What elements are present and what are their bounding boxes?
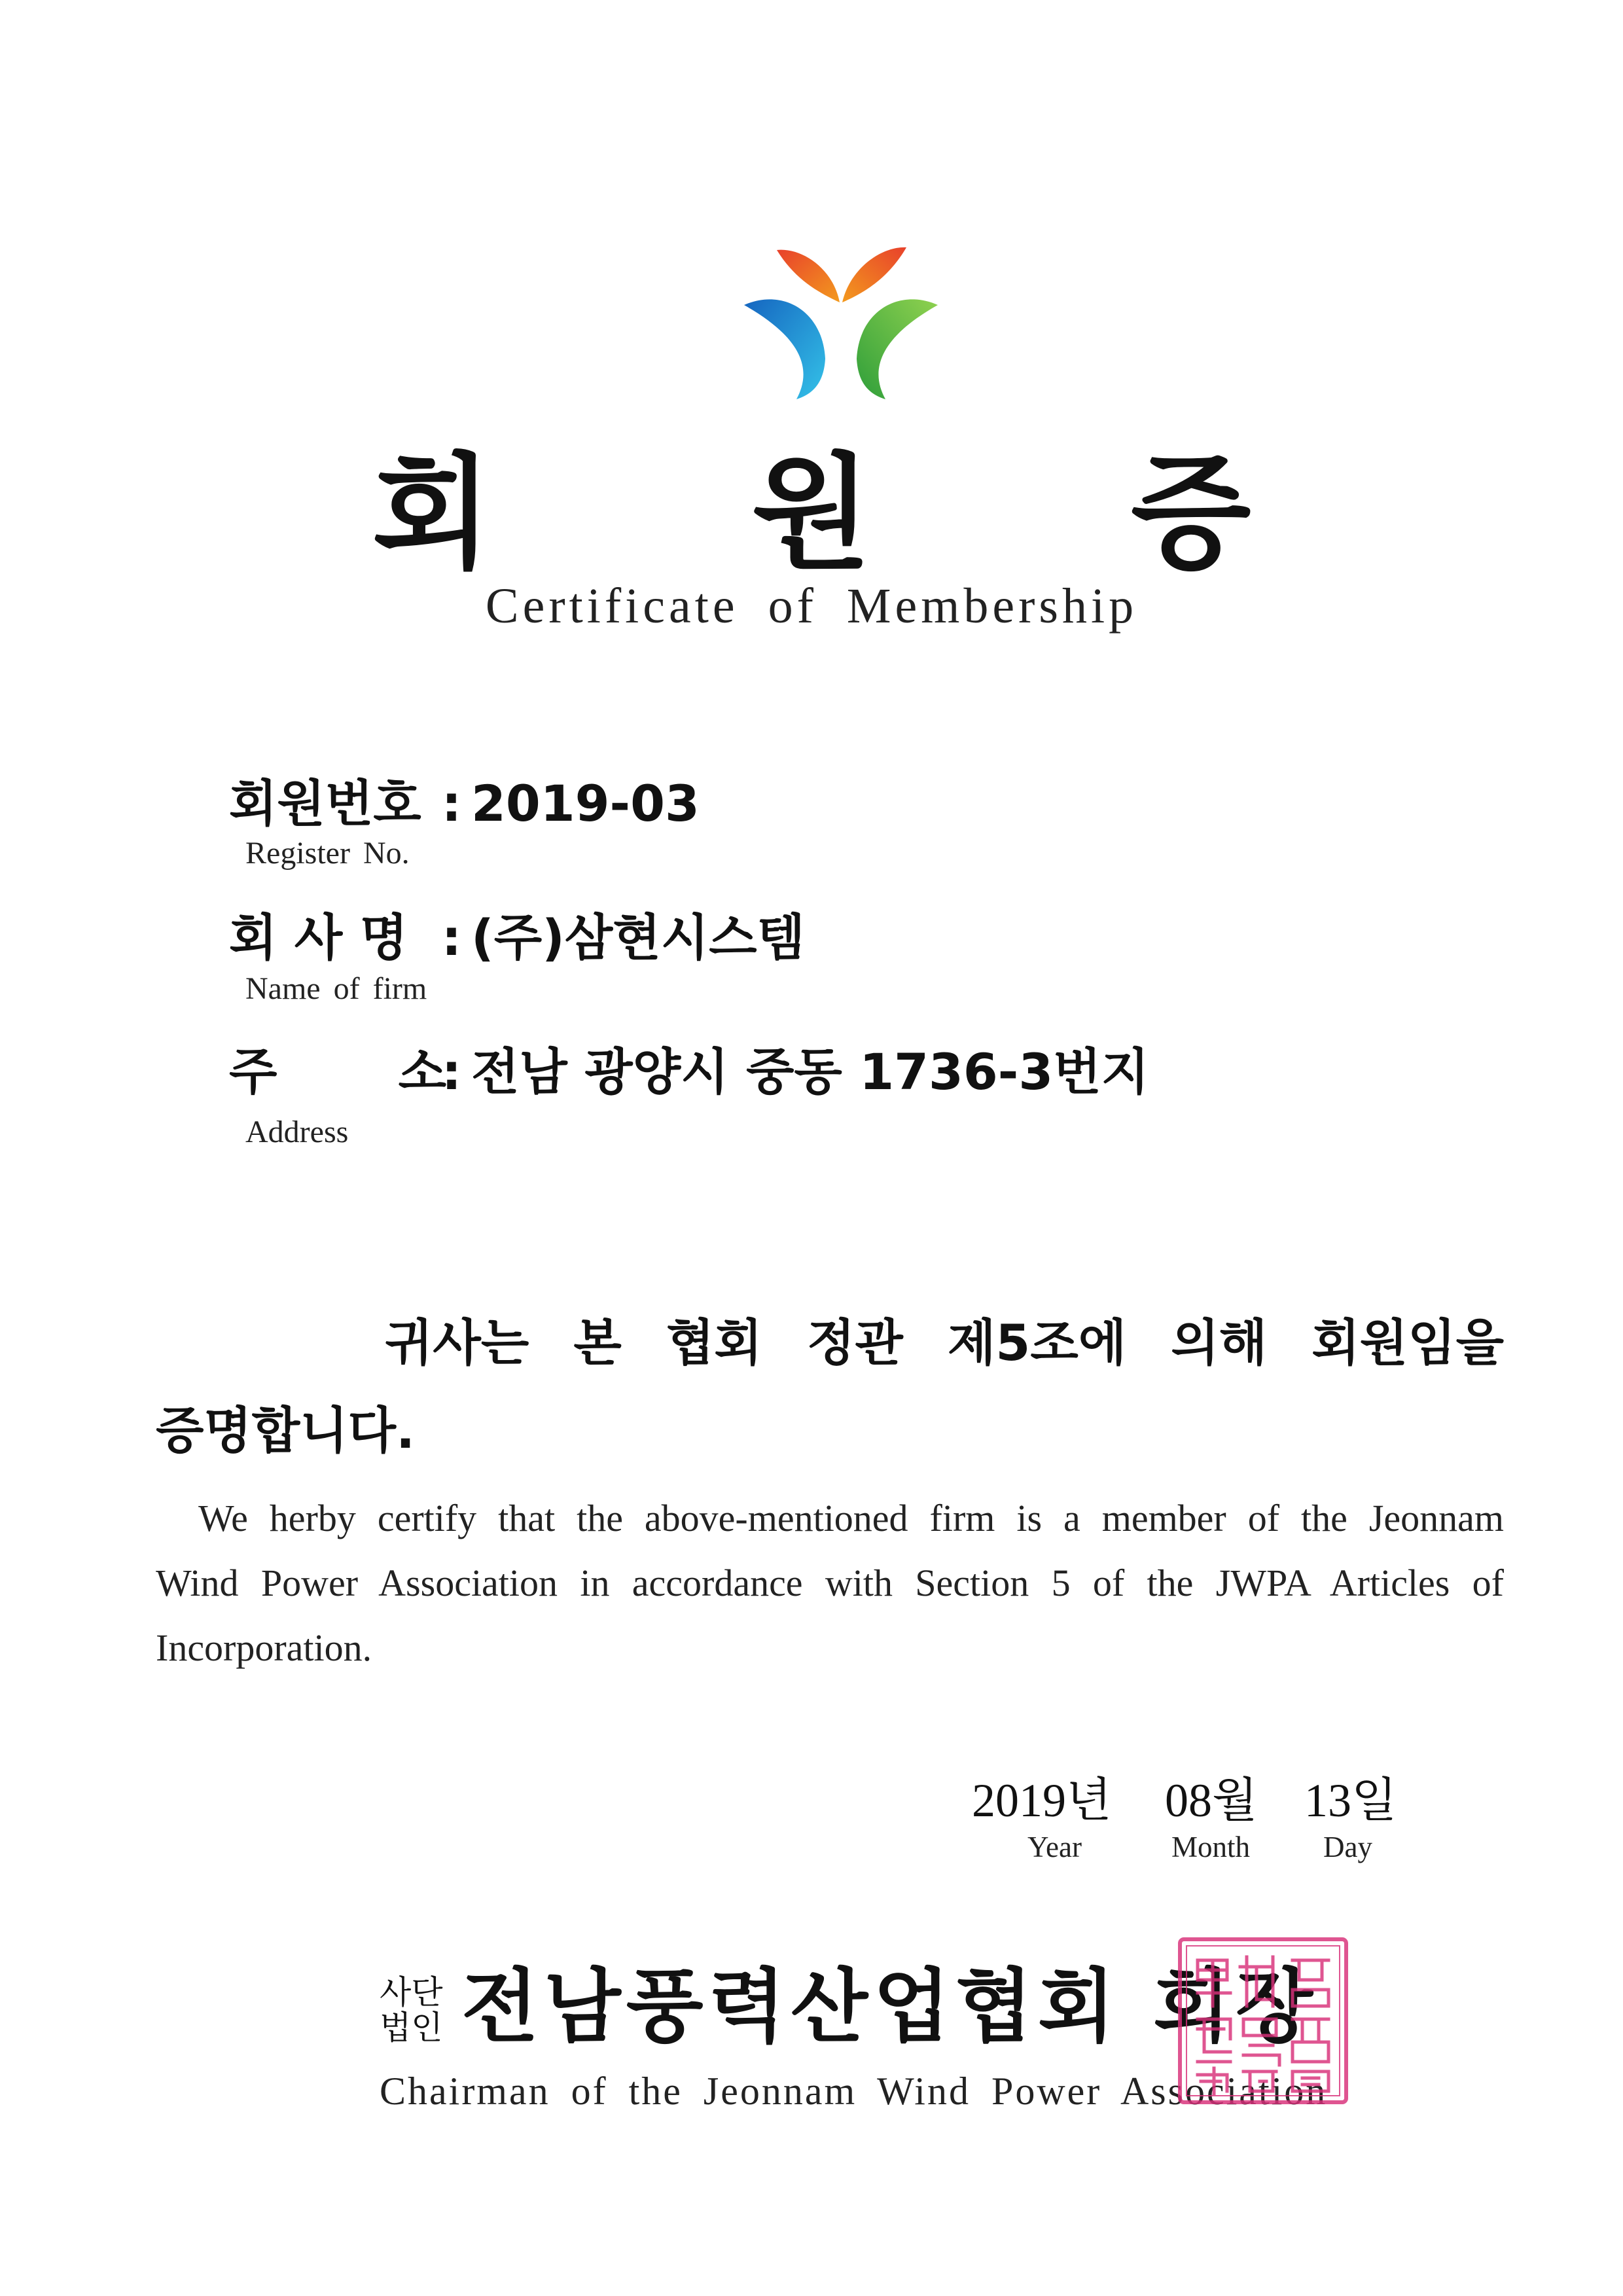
field-separator: :: [441, 908, 462, 967]
firm-name-label-english: Name of firm: [245, 971, 427, 1006]
certification-statement-english: We herby certify that the above-mentioned firm is a member of the Jeonnam Wind Power Association in accordance with Section 5 of the JWPA Articles of Incorporation.: [156, 1497, 1504, 1669]
date-month-label: Month: [1171, 1831, 1251, 1863]
corporation-prefix-line2: 법인: [380, 2009, 443, 2047]
register-number-label-english: Register No.: [245, 836, 410, 870]
address-label: 주 소: [229, 1043, 447, 1101]
certification-statement-korean: 귀사는 본 협회 정관 제5조에 의해 회원임을 증명합니다.: [156, 1314, 1504, 1460]
date-year-label: Year: [1027, 1831, 1082, 1863]
firm-name-label: 회 사 명: [229, 908, 408, 967]
official-seal-stamp: [1175, 1934, 1351, 2108]
issuer-name-english: Chairman of the Jeonnam Wind Power Association: [380, 2070, 1328, 2113]
firm-name-value: (주)삼현시스템: [471, 908, 805, 967]
corporation-prefix-line1: 사단: [380, 1973, 443, 2011]
address-value: 전남 광양시 중동 1736-3번지: [471, 1043, 1150, 1101]
certificate-title-english: Certificate of Membership: [485, 579, 1138, 634]
field-separator: :: [441, 1043, 462, 1101]
date-day: 13일: [1304, 1774, 1397, 1827]
register-number-label: 회원번호: [229, 774, 421, 833]
register-number-value: 2019-03: [471, 774, 700, 833]
register-number-row: [229, 774, 700, 833]
certificate-title-korean: 회 원 증: [372, 441, 1359, 586]
date-month: 08월: [1165, 1774, 1258, 1827]
date-year: 2019년: [972, 1774, 1112, 1827]
firm-name-row: [229, 908, 805, 967]
address-row: [229, 1043, 1150, 1101]
address-label-english: Address: [245, 1115, 349, 1149]
field-separator: :: [441, 774, 462, 833]
issuer-name-korean: 전남풍력산업협회 회장: [461, 1960, 1318, 2053]
association-logo-icon: [743, 242, 939, 399]
corporation-prefix: [380, 1975, 452, 2045]
date-day-label: Day: [1323, 1831, 1372, 1863]
